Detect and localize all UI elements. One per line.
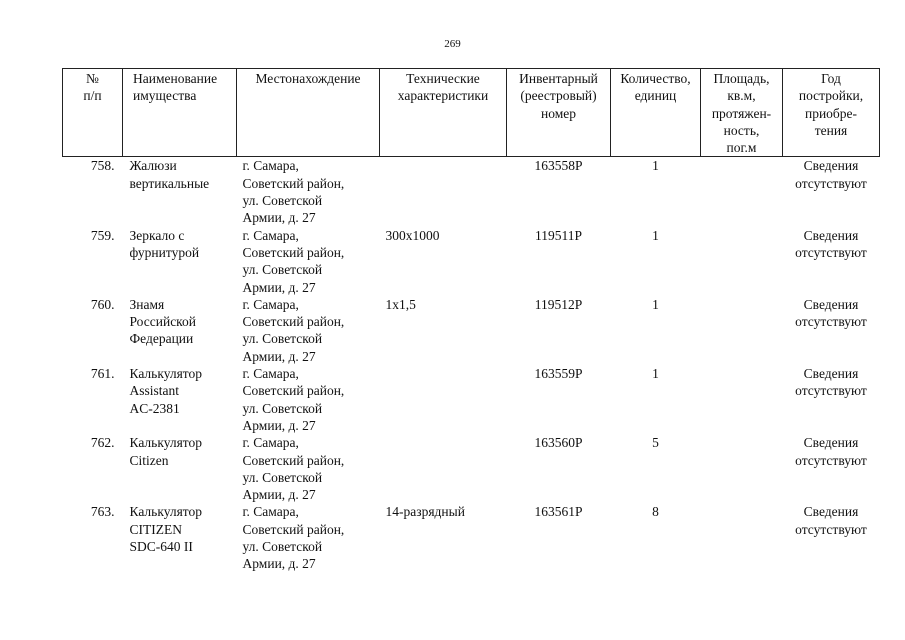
cell-line: характеристики (397, 88, 489, 104)
item-location (237, 434, 380, 503)
cell-line: Зеркало с (129, 227, 185, 243)
cell-text: 5 (652, 435, 659, 451)
cell-line: ул. Советской (242, 469, 323, 485)
cell-line: SDC-640 II (129, 539, 193, 555)
cell-line: ул. Советской (242, 193, 323, 209)
cell-line: Калькулятор (129, 435, 203, 451)
cell-text: 1х1,5 (385, 296, 416, 312)
item-tech (380, 503, 507, 572)
cell-text: 119511Р (534, 227, 582, 243)
cell-line: г. Самара, (242, 158, 299, 174)
table-header (63, 69, 880, 157)
cell-line: г. Самара, (242, 504, 299, 520)
cell-line: г. Самара, (242, 227, 299, 243)
header-quantity (611, 69, 701, 157)
cell-line: Сведения (803, 366, 859, 382)
cell-text: 1 (652, 158, 659, 174)
item-tech (380, 227, 507, 296)
cell-text: 761. (90, 366, 115, 382)
cell-line: Советский район, (242, 521, 345, 537)
cell-line: приобре- (804, 105, 858, 121)
cell-line: ул. Советской (242, 331, 323, 347)
cell-line: ул. Советской (242, 539, 323, 555)
cell-line: Assistant (129, 383, 180, 399)
cell-line: отсутствуют (795, 383, 867, 399)
table-row (63, 227, 880, 296)
cell-text: 758. (90, 158, 115, 174)
item-tech (380, 157, 507, 227)
row-number (63, 296, 123, 365)
cell-line: Калькулятор (129, 504, 203, 520)
item-inventory (507, 434, 611, 503)
cell-text: 163558Р (534, 158, 583, 174)
item-name (123, 227, 237, 296)
row-number (63, 503, 123, 572)
cell-line: отсутствуют (795, 314, 867, 330)
page-number: 269 (444, 38, 461, 50)
cell-line: Количество, (620, 71, 691, 86)
header-row (63, 69, 880, 157)
cell-line: Армии, д. 27 (242, 417, 316, 433)
cell-line: Знамя (129, 296, 165, 312)
cell-text: 163559Р (534, 366, 583, 382)
row-number (63, 227, 123, 296)
cell-line: Армии, д. 27 (242, 210, 316, 226)
item-year (783, 296, 880, 365)
cell-line: Citizen (129, 452, 169, 468)
item-year (783, 365, 880, 434)
cell-line: Инвентарный (519, 71, 598, 86)
cell-line: Советский район, (242, 175, 345, 191)
cell-line: Калькулятор (129, 366, 203, 382)
cell-line: AC-2381 (129, 400, 180, 416)
cell-line: отсутствуют (795, 452, 867, 468)
cell-line: г. Самара, (242, 435, 299, 451)
item-inventory (507, 157, 611, 227)
cell-line: единиц (634, 88, 677, 104)
header-tech (380, 69, 507, 157)
cell-line: отсутствуют (795, 521, 867, 537)
row-number (63, 365, 123, 434)
cell-line: Сведения (803, 435, 859, 451)
cell-line: ул. Советской (242, 262, 323, 278)
cell-line: ность, (723, 122, 760, 138)
item-area (701, 157, 783, 227)
item-quantity (611, 157, 701, 227)
header-name (123, 69, 237, 157)
cell-line: Сведения (803, 158, 859, 174)
cell-line: Армии, д. 27 (242, 348, 316, 364)
cell-line: постройки, (798, 88, 864, 104)
item-area (701, 365, 783, 434)
header-area (701, 69, 783, 157)
cell-text: 8 (652, 504, 659, 520)
cell-text: 1 (652, 366, 659, 382)
cell-line: вертикальные (129, 175, 210, 191)
header-num (63, 69, 123, 157)
item-tech (380, 296, 507, 365)
property-table (62, 68, 880, 573)
item-name (123, 503, 237, 572)
item-name (123, 365, 237, 434)
table-body (63, 157, 880, 573)
cell-text: 762. (90, 435, 115, 451)
cell-line: CITIZEN (129, 521, 182, 537)
item-area (701, 227, 783, 296)
cell-line: ул. Советской (242, 400, 323, 416)
cell-line: Сведения (803, 227, 859, 243)
cell-line: Федерации (129, 331, 194, 347)
item-area (701, 434, 783, 503)
cell-line: Сведения (803, 504, 859, 520)
header-year (783, 69, 880, 157)
row-number (63, 434, 123, 503)
cell-line: Советский район, (242, 244, 345, 260)
item-inventory (507, 503, 611, 572)
cell-line: Армии, д. 27 (242, 556, 316, 572)
cell-line: отсутствуют (795, 244, 867, 260)
item-area (701, 296, 783, 365)
cell-text: 163560Р (534, 435, 583, 451)
item-name (123, 157, 237, 227)
cell-line: тения (814, 122, 848, 138)
cell-line: имущества (133, 88, 197, 104)
cell-line: п/п (83, 88, 102, 104)
item-location (237, 227, 380, 296)
cell-text: 760. (90, 296, 115, 312)
cell-line: пог.м (726, 140, 757, 156)
table-row (63, 296, 880, 365)
cell-line: Армии, д. 27 (242, 279, 316, 295)
cell-line: Советский район, (242, 383, 345, 399)
cell-text: 119512Р (534, 296, 583, 312)
item-location (237, 296, 380, 365)
table-row (63, 157, 880, 227)
cell-line: номер (540, 105, 576, 121)
item-inventory (507, 227, 611, 296)
cell-text: 1 (652, 227, 659, 243)
item-year (783, 157, 880, 227)
item-quantity (611, 434, 701, 503)
cell-line: № (86, 71, 99, 86)
header-location (237, 69, 380, 157)
item-inventory (507, 365, 611, 434)
item-tech (380, 365, 507, 434)
item-quantity (611, 503, 701, 572)
item-location (237, 503, 380, 572)
cell-line: Наименование (133, 71, 218, 86)
cell-line: Местонахождение (255, 71, 361, 86)
cell-text: 759. (90, 227, 115, 243)
cell-text: 163561Р (534, 504, 583, 520)
cell-text: 763. (90, 504, 115, 520)
cell-text: 300х1000 (385, 227, 440, 243)
cell-line: (реестровый) (520, 88, 597, 104)
item-quantity (611, 227, 701, 296)
item-quantity (611, 365, 701, 434)
cell-line: отсутствуют (795, 175, 867, 191)
cell-line: Год (821, 71, 841, 86)
table-row (63, 503, 880, 572)
row-number (63, 157, 123, 227)
table-row (63, 365, 880, 434)
table-row (63, 434, 880, 503)
item-area (701, 503, 783, 572)
cell-line: фурнитурой (129, 244, 200, 260)
item-quantity (611, 296, 701, 365)
cell-line: г. Самара, (242, 366, 299, 382)
header-inventory (507, 69, 611, 157)
cell-line: Площадь, (713, 71, 770, 86)
item-year (783, 503, 880, 572)
cell-line: кв.м, (727, 88, 756, 104)
cell-line: Российской (129, 314, 197, 330)
item-name (123, 434, 237, 503)
cell-line: Советский район, (242, 452, 345, 468)
cell-text: 1 (652, 296, 659, 312)
item-location (237, 365, 380, 434)
item-tech (380, 434, 507, 503)
cell-line: Жалюзи (129, 158, 177, 174)
cell-line: г. Самара, (242, 296, 299, 312)
cell-line: Армии, д. 27 (242, 487, 316, 503)
cell-line: Сведения (803, 296, 859, 312)
item-inventory (507, 296, 611, 365)
item-location (237, 157, 380, 227)
cell-line: Советский район, (242, 314, 345, 330)
item-year (783, 434, 880, 503)
cell-line: протяжен- (711, 105, 772, 121)
cell-line: Технические (406, 71, 480, 86)
item-name (123, 296, 237, 365)
cell-text: 14-разрядный (385, 504, 465, 520)
item-year (783, 227, 880, 296)
